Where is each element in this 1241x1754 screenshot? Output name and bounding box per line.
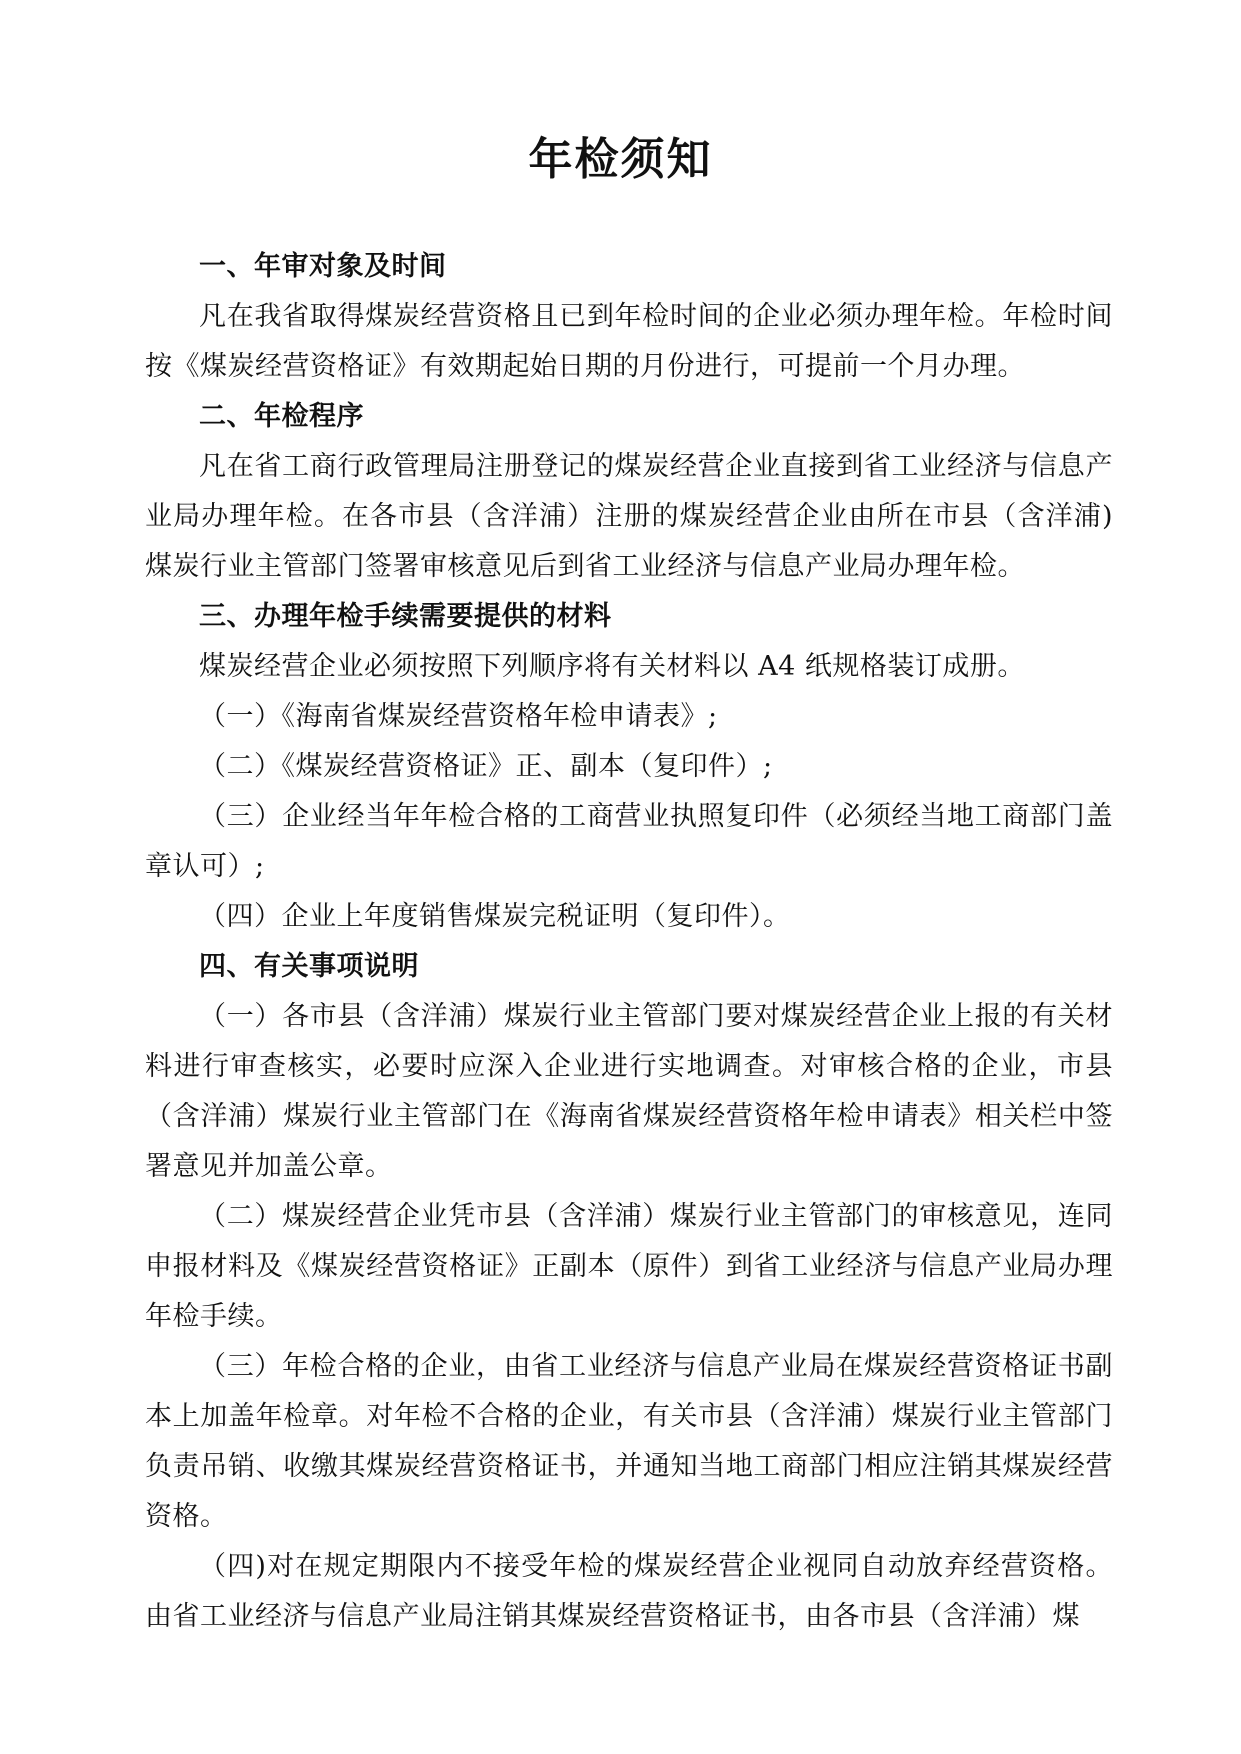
paragraph: 煤炭经营企业必须按照下列顺序将有关材料以 A4 纸规格装订成册。 (199, 651, 1025, 682)
list-item: （一）《海南省煤炭经营资格年检申请表》; (199, 701, 718, 732)
list-item: （二）《煤炭经营资格证》正、副本（复印件）; (199, 751, 773, 782)
section-heading-2: 二、年检程序 (199, 401, 364, 432)
list-item: （二）煤炭经营企业凭市县（含洋浦）煤炭行业主管部门的审核意见，连同申报材料及《煤炭经营资格证》正副本（原件）到省工业经济与信息产业局办理年检手续。 (145, 1201, 1113, 1332)
section-heading-4: 四、有关事项说明 (199, 951, 419, 982)
list-item: （四）企业上年度销售煤炭完税证明（复印件）。 (199, 901, 791, 932)
list-item: （三）年检合格的企业，由省工业经济与信息产业局在煤炭经营资格证书副本上加盖年检章。对年检不合格的企业，有关市县（含洋浦）煤炭行业主管部门负责吊销、收缴其煤炭经营资格证书，并通知当地工商部门相应注销其煤炭经营资格。 (145, 1351, 1113, 1532)
paragraph: 凡在省工商行政管理局注册登记的煤炭经营企业直接到省工业经济与信息产业局办理年检。在各市县（含洋浦）注册的煤炭经营企业由所在市县（含洋浦)煤炭行业主管部门签署审核意见后到省工业经济与信息产业局办理年检。 (145, 451, 1113, 582)
list-item: （四)对在规定期限内不接受年检的煤炭经营企业视同自动放弃经营资格。由省工业经济与信息产业局注销其煤炭经营资格证书，由各市县（含洋浦）煤 (145, 1551, 1113, 1632)
list-item: （一）各市县（含洋浦）煤炭行业主管部门要对煤炭经营企业上报的有关材料进行审查核实，必要时应深入企业进行实地调查。对审核合格的企业，市县（含洋浦）煤炭行业主管部门在《海南省煤炭经营资格年检申请表》相关栏中签署意见并加盖公章。 (145, 1001, 1113, 1182)
document-title: 年检须知 (528, 134, 713, 185)
list-item: （三）企业经当年年检合格的工商营业执照复印件（必须经当地工商部门盖章认可）; (145, 801, 1113, 882)
paragraph: 凡在我省取得煤炭经营资格且已到年检时间的企业必须办理年检。年检时间按《煤炭经营资格证》有效期起始日期的月份进行，可提前一个月办理。 (145, 301, 1113, 382)
section-heading-3: 三、办理年检手续需要提供的材料 (199, 601, 612, 632)
document-body (145, 242, 1113, 1642)
section-heading-1: 一、年审对象及时间 (199, 251, 447, 282)
